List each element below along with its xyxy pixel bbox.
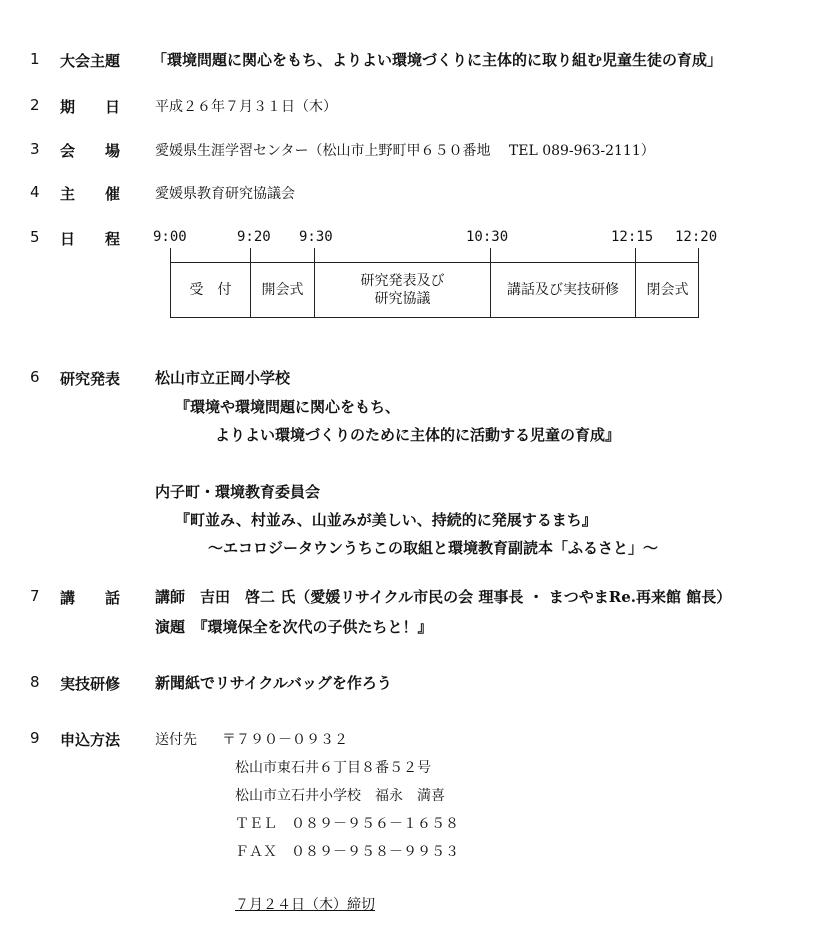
item-label-lecture: 講 話 xyxy=(60,589,121,607)
item-label-organizer: 主 催 xyxy=(60,185,121,203)
schedule-time: 12:20 xyxy=(675,229,718,245)
schedule-time: 9:30 xyxy=(299,229,333,245)
item-number-2: 2 xyxy=(30,96,40,114)
presentation-1-title-line1: 『環境や環境問題に関心をもち、 xyxy=(175,398,401,416)
schedule-segment-research xyxy=(314,262,490,318)
application-school: 松山市立石井小学校 福永 満喜 xyxy=(235,788,445,804)
item-label-schedule: 日 程 xyxy=(60,230,121,248)
theme-value: 「環境問題に関心をもち、よりよい環境づくりに主体的に取り組む児童生徒の育成」 xyxy=(152,51,723,69)
lecture-topic: 演題 『環境保全を次代の子供たちと！』 xyxy=(155,618,433,636)
workshop-value: 新聞紙でリサイクルバッグを作ろう xyxy=(155,674,392,692)
item-number-1: 1 xyxy=(30,50,40,68)
item-number-6: 6 xyxy=(30,368,40,386)
schedule-segment-closing: 閉会式 xyxy=(635,262,699,318)
item-number-7: 7 xyxy=(30,587,40,605)
presentation-2-title-line1: 『町並み、村並み、山並みが美しい、持続的に発展するまち』 xyxy=(175,511,597,529)
item-label-date: 期 日 xyxy=(60,98,121,116)
schedule-tick xyxy=(170,248,171,263)
item-number-4: 4 xyxy=(30,183,40,201)
schedule-time: 12:15 xyxy=(611,229,654,245)
application-deadline: ７月２４日（木）締切 xyxy=(235,897,375,913)
schedule-segment-opening: 開会式 xyxy=(250,262,314,318)
item-label-venue: 会 場 xyxy=(60,142,121,160)
venue-value: 愛媛県生涯学習センター（松山市上野町甲６５０番地 TEL 089-963-2111） xyxy=(155,143,655,159)
schedule-segment-reception: 受 付 xyxy=(170,262,250,318)
schedule-tick xyxy=(698,248,699,263)
item-number-8: 8 xyxy=(30,673,40,691)
presenter-1: 松山市立正岡小学校 xyxy=(155,369,291,387)
application-fax: ＦＡＸ ０８９－９５８－９９５３ xyxy=(235,844,459,860)
schedule-tick xyxy=(250,248,251,263)
application-dest-label: 送付先 xyxy=(155,732,197,748)
lecture-speaker: 講師 吉田 啓二 氏（愛媛リサイクル市民の会 理事長 ・ まつやまRe.再来館 館長） xyxy=(155,588,732,606)
item-label-workshop: 実技研修 xyxy=(60,675,121,693)
item-number-9: 9 xyxy=(30,729,40,747)
schedule-tick xyxy=(635,248,636,263)
segment-line: 研究協議 xyxy=(374,291,431,307)
schedule-time: 10:30 xyxy=(466,229,509,245)
item-label-application: 申込方法 xyxy=(60,731,121,749)
item-label-presentation: 研究発表 xyxy=(60,370,121,388)
schedule-time: 9:20 xyxy=(237,229,271,245)
application-tel: ＴＥＬ ０８９－９５６－１６５８ xyxy=(235,816,459,832)
item-number-5: 5 xyxy=(30,228,40,246)
item-label-theme: 大会主題 xyxy=(60,52,121,70)
schedule-time: 9:00 xyxy=(153,229,187,245)
schedule-tick xyxy=(490,248,491,263)
presentation-1-title-line2: よりよい環境づくりのために主体的に活動する児童の育成』 xyxy=(215,426,621,444)
application-postal: 〒７９０－０９３２ xyxy=(222,732,348,748)
schedule-tick xyxy=(314,248,315,263)
date-value: 平成２６年７月３１日（木） xyxy=(155,99,337,115)
application-address: 松山市東石井６丁目８番５２号 xyxy=(235,760,431,776)
item-number-3: 3 xyxy=(30,140,40,158)
segment-line: 研究発表及び xyxy=(360,273,445,289)
organizer-value: 愛媛県教育研究協議会 xyxy=(155,186,295,202)
presentation-2-title-line2: ～エコロジータウンうちこの取組と環境教育副読本「ふるさと」～ xyxy=(208,539,659,557)
presenter-2: 内子町・環境教育委員会 xyxy=(155,483,321,501)
schedule-segment-lecture: 講話及び実技研修 xyxy=(490,262,635,318)
